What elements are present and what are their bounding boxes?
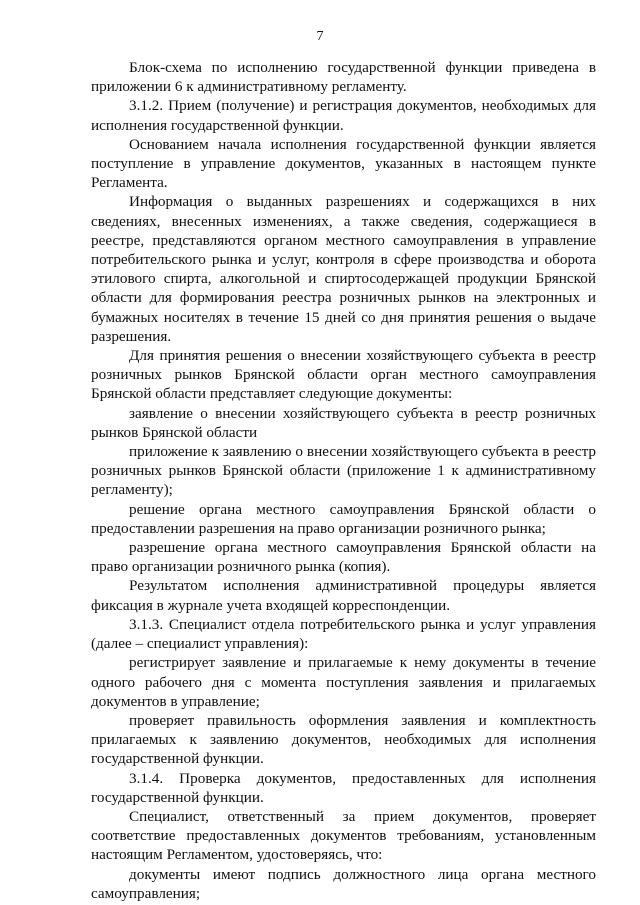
paragraph-document-decision: решение органа местного самоуправления Брянской области о предоставлении разрешения на право организации розничного рынка;	[91, 500, 596, 537]
paragraph-specialist-verifies: Специалист, ответственный за прием документов, проверяет соответствие предоставленных документов требованиям, установленным настоящим Регламентом, удостоверяясь, что:	[91, 807, 596, 864]
paragraph-section-3-1-4: 3.1.4. Проверка документов, предоставленных для исполнения государственной функции.	[91, 769, 596, 806]
paragraph-basis: Основанием начала исполнения государственной функции является поступление в управление документов, указанных в настоящем пункте Регламента.	[91, 135, 596, 192]
paragraph-flowchart-reference: Блок-схема по исполнению государственной функции приведена в приложении 6 к административному регламенту.	[91, 59, 596, 96]
page-number: 7	[316, 29, 324, 44]
paragraph-document-permit-copy: разрешение органа местного самоуправления Брянской области на право организации розничного рынка (копия).	[91, 539, 596, 576]
paragraph-documents-intro: Для принятия решения о внесении хозяйствующего субъекта в реестр розничных рынков Брянской области орган местного самоуправления Брянской области представляет следующие документы:	[91, 347, 596, 403]
paragraph-document-application: заявление о внесении хозяйствующего субъекта в реестр розничных рынков Брянской области	[91, 404, 596, 441]
paragraph-section-3-1-3: 3.1.3. Специалист отдела потребительского рынка и услуг управления (далее – специалист управления):	[91, 615, 596, 653]
paragraph-registers: регистрирует заявление и прилагаемые к нему документы в течение одного рабочего дня с момента поступления заявления и прилагаемых документов в управление;	[91, 654, 596, 710]
paragraph-section-3-1-2: 3.1.2. Прием (получение) и регистрация документов, необходимых для исполнения государственной функции.	[91, 97, 596, 134]
paragraph-procedure-result: Результатом исполнения административной процедуры является фиксация в журнале учета входящей корреспонденции.	[91, 577, 596, 614]
paragraph-checks: проверяет правильность оформления заявления и комплектность прилагаемых к заявлению документов, необходимых для исполнения государственной функции.	[91, 711, 596, 768]
paragraph-document-attachment: приложение к заявлению о внесении хозяйствующего субъекта в реестр розничных рынков Брянской области (приложение 1 к административному регламенту);	[91, 443, 596, 499]
paragraph-permit-information: Информация о выданных разрешениях и содержащихся в них сведениях, внесенных изменениях, а также сведения, содержащиеся в реестре, представляются органом местного самоуправления в управление потребительского рынка и услуг, контроля в сфере производства и оборота этилового спирта, алкогольной и спиртосодержащей продукции Брянской области для формирования реестра розничных рынков на электронных и бумажных носителях в течение 15 дней со дня принятия решения о выдаче разрешения.	[91, 193, 596, 345]
paragraph-signature-requirement: документы имеют подпись должностного лица органа местного самоуправления;	[91, 865, 596, 902]
document-body	[91, 58, 596, 903]
